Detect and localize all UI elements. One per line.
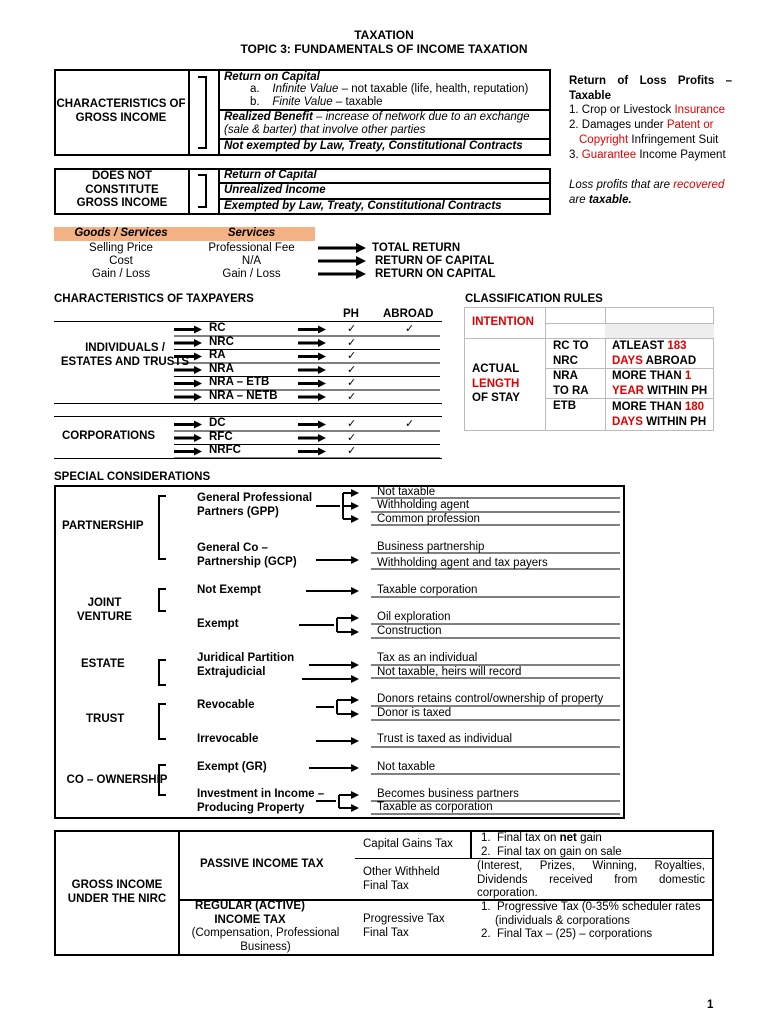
professional-fee: Professional Fee [208,242,295,254]
taxpayer-individuals-2: RA [209,349,226,361]
unrealized-income: Unrealized Income [224,184,326,196]
taxpayer-individuals-4: NRA – ETB [209,376,270,388]
arrow-head-icon [194,380,202,388]
rule-1-year: MORE THAN 1 YEAR WITHIN PH [612,370,708,397]
progressive-final-tax: Progressive Tax Final Tax [363,913,445,939]
rule-180-days: MORE THAN 180 DAYS WITHIN PH [612,401,707,428]
gpp-label: General Professional Partners (GPP) [197,492,313,518]
estate-label: ESTATE [81,658,125,670]
progressive-list: 1. Progressive Tax (0-35% scheduler rates (individuals & corporations 2. Final Tax – (25) – corporations [481,901,701,940]
co-exempt-gr: Exempt (GR) [197,761,267,773]
taxpayer-individuals-5: NRA – NETB [209,389,278,402]
doc-title: TAXATION [354,28,414,42]
loss-profits-note: Loss profits that are recovered are taxable. [569,179,725,206]
taxpayers-title: CHARACTERISTICS OF TAXPAYERS [54,293,254,305]
n-a: N/A [241,255,262,267]
taxpayer-individuals-3: NRA [209,362,234,375]
arrow-head-icon [194,448,202,456]
other-withheld-final-tax: Other Withheld Final Tax [363,866,440,892]
jv-taxable-corporation: Taxable corporation [377,584,478,596]
ph-check-icon: ✓ [347,323,357,335]
co-ownership-label: CO – OWNERSHIP [66,774,168,786]
gpp-item-common-profession: Common profession [377,513,480,525]
jv-not-exempt: Not Exempt [197,584,261,596]
arrow-head-icon [318,393,326,401]
gcp-item-business-partnership: Business partnership [377,541,485,553]
arrow-head-icon [318,353,326,361]
services-header: Services [227,227,276,239]
trust-label: TRUST [86,713,125,725]
col-abroad: ABROAD [383,308,434,320]
trust-taxed-individual: Trust is taxed as individual [377,733,513,745]
return-of-capital-label: RETURN OF CAPITAL [375,255,495,267]
regular-income-subtitle: (Compensation, Professional Business) [191,927,340,953]
classification-title: CLASSIFICATION RULES [465,293,603,305]
arrow-head-icon [318,421,326,429]
gain-loss-services: Gain / Loss [222,268,281,280]
cost: Cost [109,255,133,267]
gpp-item-not-taxable: Not taxable [377,486,436,498]
passive-income-tax: PASSIVE INCOME TAX [200,858,324,870]
special-connectors [54,485,625,819]
taxpayer-corporations-0: DC [209,417,226,429]
trust-donor-taxed: Donor is taxed [377,707,452,719]
nirc-label: GROSS INCOME UNDER THE NIRC [67,879,167,905]
taxpayer-individuals-0: RC [209,322,226,334]
cgt-list: 1. Final tax on net gain 2. Final tax on gain on sale [481,832,622,858]
arrow-head-icon [318,326,326,334]
taxpayer-corporations-2: NRFC [209,444,241,456]
topic-title: TOPIC 3: FUNDAMENTALS OF INCOME TAXATION [240,42,528,56]
arrow-head-icon [318,366,326,374]
bracket-icon [196,75,212,150]
arrow-head-icon [194,421,202,429]
intention-label: INTENTION [472,316,534,328]
rc-to-nrc: RC TO NRC [553,340,589,367]
arrow-head-icon [318,380,326,388]
jv-construction: Construction [377,625,442,637]
ph-check-icon: ✓ [347,336,357,349]
arrow-head-icon [194,434,202,442]
arrow-head-icon [318,448,326,456]
arrow-head-icon [194,339,202,347]
infinite-value-line: a. Infinite Value – not taxable (life, health, reputation) [250,83,529,95]
ph-check-icon: ✓ [347,431,357,444]
special-title: SPECIAL CONSIDERATIONS [54,471,211,483]
finite-value-line: b. Finite Value – taxable [250,96,383,108]
total-return: TOTAL RETURN [372,242,461,254]
gross-income-label: CHARACTERISTICS OF GROSS INCOME [56,98,186,124]
rule-183-days: ATLEAST 183 DAYS ABROAD [612,340,697,367]
co-not-taxable: Not taxable [377,761,436,773]
abroad-check-icon: ✓ [405,323,415,335]
individuals-group-label: INDIVIDUALS / ESTATES AND TRUSTS [60,342,190,368]
realized-benefit-line: Realized Benefit – increase of network due to an exchange [224,111,530,123]
arrow-head-icon [194,353,202,361]
arrow-head-icon [194,393,202,401]
arrow-head-icon [194,326,202,334]
return-of-capital: Return of Capital [224,169,317,181]
taxpayer-individuals-1: NRC [209,335,234,348]
arrow-head-icon [318,339,326,347]
estate-tax-individual: Tax as an individual [377,652,478,664]
estate-not-taxable-heirs: Not taxable, heirs will record [377,666,522,678]
jv-exempt: Exempt [197,618,239,630]
col-ph: PH [343,308,359,320]
capital-gains-tax: Capital Gains Tax [363,838,453,850]
nra-to-ra: NRA TO RA [553,370,589,397]
not-exempted-line: Not exempted by Law, Treaty, Constitutional Contracts [224,140,523,152]
gpp-item-withholding-agent: Withholding agent [377,499,470,511]
loss-profits-list: 1. Crop or Livestock Insurance 2. Damages under Patent or Copyright Infringement Suit 3. Guarantee Income Payment [569,104,726,161]
arrow-head-icon [194,366,202,374]
co-investment-income: Investment in Income – Producing Property [197,788,325,814]
ph-check-icon: ✓ [347,418,357,430]
realized-benefit-line2: (sale & barter) that involve other parties [224,124,426,136]
exempted-by-law: Exempted by Law, Treaty, Constitutional Contracts [224,200,502,212]
trust-revocable: Revocable [197,699,255,711]
corporations-group-label: CORPORATIONS [62,430,156,442]
partnership-label: PARTNERSHIP [62,520,144,532]
ph-check-icon: ✓ [347,445,357,457]
arrow-icons [318,243,366,283]
ph-check-icon: ✓ [347,390,357,403]
owft-description: (Interest, Prizes, Winning, Royalties, Dividends received from domestic corporation. [477,860,705,899]
estate-extrajudicial: Extrajudicial [197,666,266,678]
joint-venture-label: JOINT VENTURE [77,597,132,623]
gain-loss-goods: Gain / Loss [91,268,151,280]
return-on-capital: Return on Capital [224,71,320,83]
page-number: 1 [707,999,714,1011]
estate-juridical-partition: Juridical Partition [197,652,295,664]
goods-services-header: Goods / Services [74,227,168,239]
co-taxable-corporation: Taxable as corporation [377,801,493,813]
trust-irrevocable: Irrevocable [197,733,259,745]
not-gross-income-label: DOES NOT CONSTITUTE GROSS INCOME [76,170,168,209]
etb: ETB [553,400,576,412]
bracket-icon [196,173,212,209]
jv-oil-exploration: Oil exploration [377,611,451,623]
ph-check-icon: ✓ [347,377,357,389]
trust-donors-retains-control: Donors retains control/ownership of property [377,693,604,705]
loss-profits-title: Return of Loss Profits – Taxable [569,75,732,102]
ph-check-icon: ✓ [347,350,357,362]
ph-check-icon: ✓ [347,363,357,376]
actual-length-label: ACTUAL LENGTH OF STAY [472,363,520,404]
gcp-label: General Co – Partnership (GCP) [197,542,297,568]
arrow-head-icon [318,434,326,442]
gcp-item-withholding-taxpayers: Withholding agent and tax payers [377,557,548,569]
abroad-check-icon: ✓ [405,418,415,430]
regular-income-tax: REGULAR (ACTIVE) INCOME TAX [195,900,305,926]
taxpayer-corporations-1: RFC [209,430,233,443]
selling-price: Selling Price [89,242,153,254]
co-business-partners: Becomes business partners [377,788,519,800]
return-on-capital-label: RETURN ON CAPITAL [375,268,496,280]
